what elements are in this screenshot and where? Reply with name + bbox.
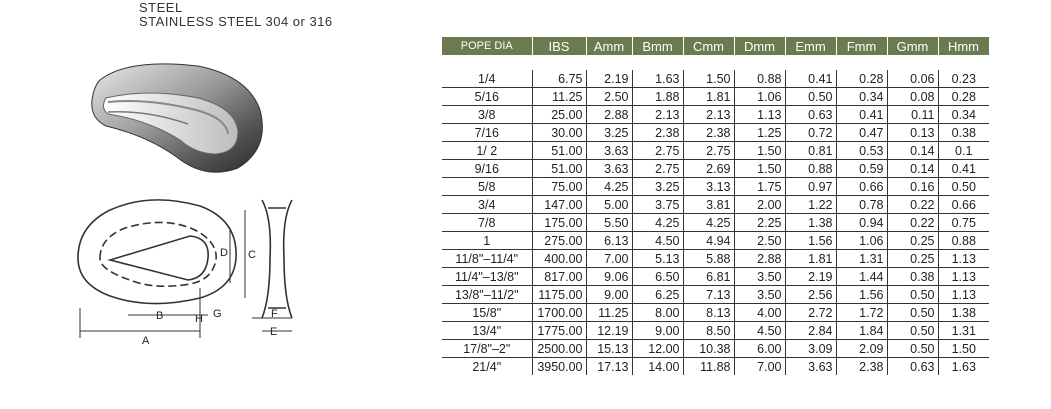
table-cell: 1.38 — [938, 304, 989, 322]
header-ibs: IBS — [532, 37, 586, 55]
table-cell: 2.13 — [632, 106, 683, 124]
table-cell: 4.00 — [734, 304, 785, 322]
table-cell: 0.88 — [785, 160, 836, 178]
table-cell: 13/8"–11/2" — [442, 286, 532, 304]
table-cell: 0.59 — [836, 160, 887, 178]
table-row — [442, 124, 989, 142]
table-cell: 0.88 — [938, 232, 989, 250]
table-cell: 0.50 — [785, 88, 836, 106]
table-cell: 25.00 — [532, 106, 586, 124]
table-cell: 6.75 — [532, 70, 586, 88]
table-cell: 1.22 — [785, 196, 836, 214]
table-cell: 75.00 — [532, 178, 586, 196]
table-row — [442, 340, 989, 358]
table-cell: 0.53 — [836, 142, 887, 160]
table-cell: 1.72 — [836, 304, 887, 322]
table-cell: 51.00 — [532, 160, 586, 178]
table-cell: 0.66 — [836, 178, 887, 196]
table-cell: 1.88 — [632, 88, 683, 106]
table-cell: 2.38 — [683, 124, 734, 142]
table-cell: 6.13 — [586, 232, 632, 250]
table-cell: 3.81 — [683, 196, 734, 214]
table-cell: 3.25 — [586, 124, 632, 142]
table-cell: 0.25 — [887, 232, 938, 250]
table-cell: 0.47 — [836, 124, 887, 142]
table-cell: 1175.00 — [532, 286, 586, 304]
dim-label-a: A — [142, 335, 150, 347]
table-cell: 0.14 — [887, 142, 938, 160]
table-cell: 2.69 — [683, 160, 734, 178]
table-cell: 0.78 — [836, 196, 887, 214]
table-cell: 3.25 — [632, 178, 683, 196]
header-fmm: Fmm — [836, 37, 887, 55]
table-cell: 2.88 — [734, 250, 785, 268]
table-cell: 0.97 — [785, 178, 836, 196]
table-cell: 1.13 — [734, 106, 785, 124]
thimble-photo — [88, 40, 278, 180]
table-cell: 5.50 — [586, 214, 632, 232]
table-cell: 2.19 — [785, 268, 836, 286]
table-row — [442, 70, 989, 88]
table-cell: 6.25 — [632, 286, 683, 304]
header-gmm: Gmm — [887, 37, 938, 55]
table-cell: 175.00 — [532, 214, 586, 232]
table-cell: 2.25 — [734, 214, 785, 232]
table-cell: 3.75 — [632, 196, 683, 214]
table-cell: 0.34 — [938, 106, 989, 124]
table-cell: 30.00 — [532, 124, 586, 142]
table-cell: 3.50 — [734, 286, 785, 304]
table-cell: 9.00 — [586, 286, 632, 304]
table-cell: 0.1 — [938, 142, 989, 160]
header-cmm: Cmm — [683, 37, 734, 55]
table-row — [442, 232, 989, 250]
table-cell: 3.63 — [785, 358, 836, 376]
table-cell: 3.63 — [586, 142, 632, 160]
table-cell: 1.50 — [938, 340, 989, 358]
table-cell: 5.00 — [586, 196, 632, 214]
table-cell: 0.50 — [887, 286, 938, 304]
table-cell: 0.94 — [836, 214, 887, 232]
table-cell: 4.50 — [734, 322, 785, 340]
table-cell: 4.25 — [632, 214, 683, 232]
table-cell: 2.38 — [836, 358, 887, 376]
table-cell: 3.13 — [683, 178, 734, 196]
table-cell: 0.06 — [887, 70, 938, 88]
table-row — [442, 286, 989, 304]
table-cell: 1.13 — [938, 268, 989, 286]
table-cell: 0.66 — [938, 196, 989, 214]
table-row — [442, 196, 989, 214]
table-cell: 17/8"–2" — [442, 340, 532, 358]
table-cell: 0.08 — [887, 88, 938, 106]
table-cell: 1.31 — [836, 250, 887, 268]
table-cell: 2.50 — [586, 88, 632, 106]
table-cell: 2.84 — [785, 322, 836, 340]
table-cell: 7.00 — [734, 358, 785, 376]
table-cell: 1.44 — [836, 268, 887, 286]
table-cell: 4.25 — [586, 178, 632, 196]
header-rope-dia: POPE DIA — [442, 37, 532, 55]
heading-line-2: STAINLESS STEEL 304 or 316 — [139, 14, 333, 29]
table-cell: 17.13 — [586, 358, 632, 376]
table-cell: 7/16 — [442, 124, 532, 142]
table-cell: 12.19 — [586, 322, 632, 340]
table-cell: 0.63 — [887, 358, 938, 376]
table-cell: 1.38 — [785, 214, 836, 232]
table-cell: 0.72 — [785, 124, 836, 142]
table-cell: 1.56 — [836, 286, 887, 304]
table-cell: 1.81 — [785, 250, 836, 268]
table-cell: 1.56 — [785, 232, 836, 250]
table-row — [442, 142, 989, 160]
table-cell: 6.81 — [683, 268, 734, 286]
table-cell: 0.50 — [887, 322, 938, 340]
table-cell: 15/8" — [442, 304, 532, 322]
table-cell: 0.11 — [887, 106, 938, 124]
table-cell: 0.50 — [887, 340, 938, 358]
table-row — [442, 268, 989, 286]
table-cell: 1.25 — [734, 124, 785, 142]
table-cell: 2.75 — [683, 142, 734, 160]
table-cell: 0.22 — [887, 214, 938, 232]
table-cell: 0.41 — [785, 70, 836, 88]
table-cell: 1.13 — [938, 286, 989, 304]
table-cell: 1.13 — [938, 250, 989, 268]
table-cell: 0.28 — [836, 70, 887, 88]
table-cell: 1/ 2 — [442, 142, 532, 160]
table-row — [442, 106, 989, 124]
table-cell: 0.34 — [836, 88, 887, 106]
table-cell: 4.94 — [683, 232, 734, 250]
table-cell: 1.84 — [836, 322, 887, 340]
table-cell: 3950.00 — [532, 358, 586, 376]
dim-label-g: G — [213, 308, 222, 320]
table-cell: 9.06 — [586, 268, 632, 286]
table-cell: 0.63 — [785, 106, 836, 124]
table-cell: 8.13 — [683, 304, 734, 322]
table-cell: 11.25 — [586, 304, 632, 322]
table-cell: 0.23 — [938, 70, 989, 88]
table-cell: 5/8 — [442, 178, 532, 196]
table-cell: 7/8 — [442, 214, 532, 232]
table-cell: 3.09 — [785, 340, 836, 358]
table-row — [442, 250, 989, 268]
table-cell: 1.81 — [683, 88, 734, 106]
table-cell: 5.88 — [683, 250, 734, 268]
dim-label-c: C — [248, 249, 256, 261]
header-bmm: Bmm — [632, 37, 683, 55]
dim-label-f: F — [271, 308, 278, 320]
table-cell: 1.31 — [938, 322, 989, 340]
table-row — [442, 358, 989, 376]
dim-label-b: B — [156, 310, 164, 322]
table-cell: 6.00 — [734, 340, 785, 358]
table-cell: 2.56 — [785, 286, 836, 304]
dim-label-e: E — [270, 326, 278, 338]
table-cell: 4.25 — [683, 214, 734, 232]
table-cell: 0.75 — [938, 214, 989, 232]
table-cell: 10.38 — [683, 340, 734, 358]
table-cell: 6.50 — [632, 268, 683, 286]
table-cell: 1700.00 — [532, 304, 586, 322]
table-cell: 3.63 — [586, 160, 632, 178]
table-cell: 11/8"–11/4" — [442, 250, 532, 268]
spec-table — [442, 37, 990, 375]
table-cell: 2.19 — [586, 70, 632, 88]
table-cell: 275.00 — [532, 232, 586, 250]
table-cell: 5.13 — [632, 250, 683, 268]
table-cell: 0.13 — [887, 124, 938, 142]
table-row — [442, 304, 989, 322]
table-cell: 0.28 — [938, 88, 989, 106]
table-cell: 1.06 — [734, 88, 785, 106]
table-cell: 0.50 — [938, 178, 989, 196]
table-cell: 0.38 — [887, 268, 938, 286]
table-cell: 2500.00 — [532, 340, 586, 358]
header-emm: Emm — [785, 37, 836, 55]
table-cell: 1.50 — [734, 142, 785, 160]
dim-label-h: H — [195, 313, 203, 325]
table-row — [442, 214, 989, 232]
table-cell: 15.13 — [586, 340, 632, 358]
header-amm: Amm — [586, 37, 632, 55]
table-cell: 2.88 — [586, 106, 632, 124]
table-cell: 12.00 — [632, 340, 683, 358]
table-cell: 1.06 — [836, 232, 887, 250]
table-cell: 1.50 — [683, 70, 734, 88]
table-cell: 14.00 — [632, 358, 683, 376]
table-cell: 2.38 — [632, 124, 683, 142]
table-cell: 2.13 — [683, 106, 734, 124]
table-cell: 1775.00 — [532, 322, 586, 340]
table-cell: 8.00 — [632, 304, 683, 322]
table-cell: 7.13 — [683, 286, 734, 304]
table-cell: 1.63 — [632, 70, 683, 88]
table-cell: 0.88 — [734, 70, 785, 88]
table-cell: 13/4" — [442, 322, 532, 340]
table-cell: 5/16 — [442, 88, 532, 106]
table-cell: 0.16 — [887, 178, 938, 196]
table-cell: 817.00 — [532, 268, 586, 286]
table-cell: 21/4" — [442, 358, 532, 376]
table-row — [442, 88, 989, 106]
table-cell: 0.81 — [785, 142, 836, 160]
table-cell: 1.63 — [951, 359, 976, 374]
header-hmm: Hmm — [938, 37, 989, 55]
table-cell: 3.50 — [734, 268, 785, 286]
table-cell: 11.88 — [683, 358, 734, 376]
table-cell: 2.09 — [836, 340, 887, 358]
table-cell: 1 — [442, 232, 532, 250]
dim-label-d: D — [220, 247, 228, 259]
table-cell: 11.25 — [532, 88, 586, 106]
table-cell: 8.50 — [683, 322, 734, 340]
table-cell: 0.41 — [938, 160, 989, 178]
table-cell: 400.00 — [532, 250, 586, 268]
table-cell: 11/4"–13/8" — [442, 268, 532, 286]
table-cell: 3/8 — [442, 106, 532, 124]
table-cell: 51.00 — [532, 142, 586, 160]
table-cell: 9.00 — [632, 322, 683, 340]
table-header-row — [442, 37, 989, 55]
thimble-drawing — [70, 188, 300, 348]
table-cell: 7.00 — [586, 250, 632, 268]
table-cell: 0.41 — [836, 106, 887, 124]
header-dmm: Dmm — [734, 37, 785, 55]
table-cell: 2.75 — [632, 160, 683, 178]
table-cell: 4.50 — [632, 232, 683, 250]
table-cell: 0.25 — [887, 250, 938, 268]
table-row — [442, 160, 989, 178]
heading-line-1: STEEL — [139, 0, 183, 15]
table-cell: 2.00 — [734, 196, 785, 214]
table-cell: 1.50 — [734, 160, 785, 178]
table-row — [442, 322, 989, 340]
table-cell: 3/4 — [442, 196, 532, 214]
table-cell: 1.75 — [734, 178, 785, 196]
table-cell: 9/16 — [442, 160, 532, 178]
table-cell: 2.72 — [785, 304, 836, 322]
table-cell: 0.38 — [938, 124, 989, 142]
table-cell: 0.22 — [887, 196, 938, 214]
table-cell: 2.50 — [734, 232, 785, 250]
table-row — [442, 178, 989, 196]
table-cell: 2.75 — [632, 142, 683, 160]
table-cell: 0.14 — [887, 160, 938, 178]
table-cell: 1/4 — [442, 70, 532, 88]
table-cell: 147.00 — [532, 196, 586, 214]
table-cell: 0.50 — [887, 304, 938, 322]
